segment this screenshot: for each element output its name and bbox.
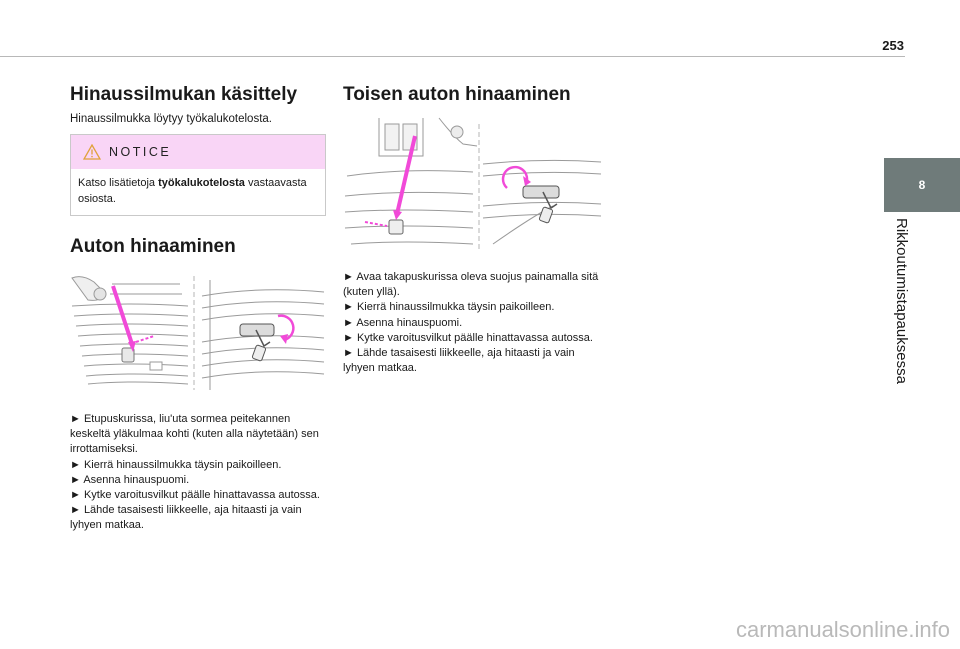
watermark: carmanualsonline.info <box>735 617 950 642</box>
step-item: ► Kierrä hinaussilmukka täysin paikoilleen. <box>70 458 282 471</box>
step-item: ► Kytke varoitusvilkut päälle hinattavassa autossa. <box>70 489 320 502</box>
chapter-tab[interactable] <box>884 158 960 212</box>
front-steps <box>70 412 326 534</box>
notice-text-before: Katso lisätietoja <box>78 177 159 189</box>
section-heading-towing-other: Toisen auton hinaaminen <box>343 84 571 105</box>
section-heading-towing-vehicle: Auton hinaaminen <box>70 236 236 257</box>
step-item: ► Etupuskurissa, liu'uta sormea peitekannen keskeltä yläkulmaa kohti (kuten alla näytetään) sen irrottamiseksi. <box>70 413 319 456</box>
rear-steps <box>343 270 603 376</box>
step-item: ► Lähde tasaisesti liikkeelle, aja hitaasti ja vain lyhyen matkaa. <box>70 504 302 532</box>
notice-title: NOTICE <box>109 145 172 159</box>
step-item: ► Asenna hinauspuomi. <box>343 316 463 329</box>
intro-text: Hinaussilmukka löytyy työkalukotelosta. <box>70 113 272 125</box>
step-item: ► Kierrä hinaussilmukka täysin paikoilleen. <box>343 301 555 314</box>
step-item: ► Kytke varoitusvilkut päälle hinattavassa autossa. <box>343 331 593 344</box>
notice-body <box>71 169 325 215</box>
header-rule <box>0 56 905 57</box>
chapter-title-text: Rikkoutumistapauksessa <box>893 218 910 384</box>
middle-column <box>343 84 603 376</box>
step-item: ► Asenna hinauspuomi. <box>70 473 190 486</box>
section-heading-towing-eye: Hinaussilmukan käsittely <box>70 84 298 105</box>
page-number: 253 <box>882 38 904 53</box>
notice-link-toolbox[interactable]: työkalukotelosta <box>158 177 245 189</box>
front-bumper-illustration <box>70 272 326 392</box>
chapter-number: 8 <box>918 178 926 192</box>
chapter-title <box>890 218 916 393</box>
notice-text-after: vastaavasta osiosta. <box>78 177 307 205</box>
step-item: ► Lähde tasaisesti liikkeelle, aja hitaasti ja vain lyhyen matkaa. <box>343 347 575 375</box>
rear-towing-figure <box>343 116 603 254</box>
notice-box <box>70 134 326 216</box>
step-item: ► Avaa takapuskurissa oleva suojus painamalla sitä (kuten yllä). <box>343 271 599 299</box>
left-column <box>70 84 326 534</box>
rear-bumper-illustration <box>343 116 603 254</box>
front-towing-figure <box>70 272 326 392</box>
notice-header <box>71 135 325 169</box>
warning-icon <box>83 144 101 160</box>
